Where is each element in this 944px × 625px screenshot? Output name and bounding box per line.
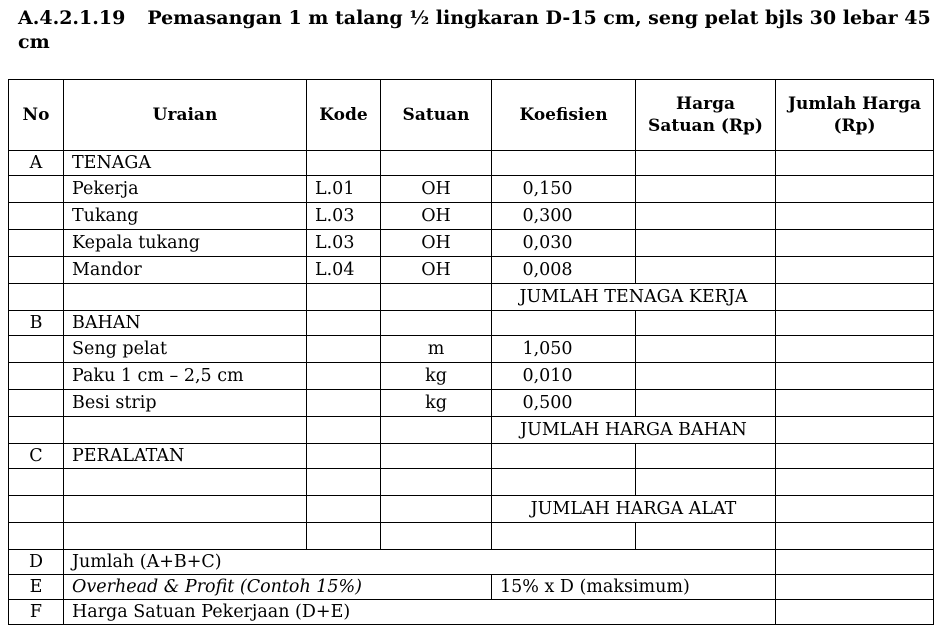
section-row: [9, 444, 934, 469]
summary-label: Jumlah (A+B+C): [64, 550, 776, 575]
section-label: PERALATAN: [64, 444, 307, 469]
subtotal-row: [9, 496, 934, 523]
header-row: [9, 80, 934, 151]
header-harga-satuan: Harga Satuan (Rp): [636, 80, 776, 151]
item-satuan: OH: [381, 176, 492, 203]
summary-label: Overhead & Profit (Contoh 15%): [64, 575, 492, 600]
header-jumlah-harga: Jumlah Harga (Rp): [776, 80, 934, 151]
item-satuan: kg: [381, 390, 492, 417]
price-analysis-table: [8, 79, 934, 625]
item-uraian: Besi strip: [64, 390, 307, 417]
item-satuan: OH: [381, 257, 492, 284]
item-kode: [307, 390, 381, 417]
item-kode: L.03: [307, 230, 381, 257]
subtotal-row: [9, 417, 934, 444]
item-koefisien: 0,030: [492, 230, 636, 257]
item-satuan: kg: [381, 363, 492, 390]
item-koefisien: 0,010: [492, 363, 636, 390]
summary-no: F: [9, 600, 64, 625]
table-row: [9, 363, 934, 390]
section-label: BAHAN: [64, 311, 307, 336]
section-row: [9, 151, 934, 176]
item-koefisien: 0,300: [492, 203, 636, 230]
table-row: [9, 390, 934, 417]
table-row: [9, 469, 934, 496]
summary-row: [9, 550, 934, 575]
item-kode: L.04: [307, 257, 381, 284]
table-row: [9, 336, 934, 363]
item-satuan: OH: [381, 203, 492, 230]
summary-row: [9, 600, 934, 625]
subtotal-label: JUMLAH TENAGA KERJA: [492, 284, 776, 311]
section-row: [9, 311, 934, 336]
header-uraian: Uraian: [64, 80, 307, 151]
section-no: C: [9, 444, 64, 469]
section-label: TENAGA: [64, 151, 307, 176]
subtotal-label: JUMLAH HARGA BAHAN: [492, 417, 776, 444]
item-satuan: m: [381, 336, 492, 363]
item-kode: [307, 363, 381, 390]
item-kode: L.03: [307, 203, 381, 230]
item-uraian: Seng pelat: [64, 336, 307, 363]
header-koefisien: Koefisien: [492, 80, 636, 151]
summary-no: E: [9, 575, 64, 600]
item-uraian: Pekerja: [64, 176, 307, 203]
section-no: A: [9, 151, 64, 176]
item-code: A.4.2.1.19: [18, 7, 126, 29]
summary-label: Harga Satuan Pekerjaan (D+E): [64, 600, 776, 625]
table-row: [9, 176, 934, 203]
page-title: [18, 6, 938, 54]
section-no: B: [9, 311, 64, 336]
subtotal-row: [9, 284, 934, 311]
header-kode: Kode: [307, 80, 381, 151]
header-satuan: Satuan: [381, 80, 492, 151]
summary-note: 15% x D (maksimum): [492, 575, 776, 600]
subtotal-label: JUMLAH HARGA ALAT: [492, 496, 776, 523]
item-description: Pemasangan 1 m talang ½ lingkaran D-15 cm, seng pelat bjls 30 lebar 45 cm: [18, 7, 931, 53]
item-koefisien: 0,500: [492, 390, 636, 417]
item-uraian: Mandor: [64, 257, 307, 284]
item-uraian: Paku 1 cm – 2,5 cm: [64, 363, 307, 390]
summary-no: D: [9, 550, 64, 575]
table-row: [9, 230, 934, 257]
item-koefisien: 1,050: [492, 336, 636, 363]
item-koefisien: 0,008: [492, 257, 636, 284]
table-row: [9, 203, 934, 230]
table-row: [9, 257, 934, 284]
item-uraian: Kepala tukang: [64, 230, 307, 257]
item-kode: [307, 336, 381, 363]
item-uraian: Tukang: [64, 203, 307, 230]
summary-row: [9, 575, 934, 600]
item-satuan: OH: [381, 230, 492, 257]
item-kode: L.01: [307, 176, 381, 203]
header-no: No: [9, 80, 64, 151]
item-koefisien: 0,150: [492, 176, 636, 203]
spacer-row: [9, 523, 934, 550]
